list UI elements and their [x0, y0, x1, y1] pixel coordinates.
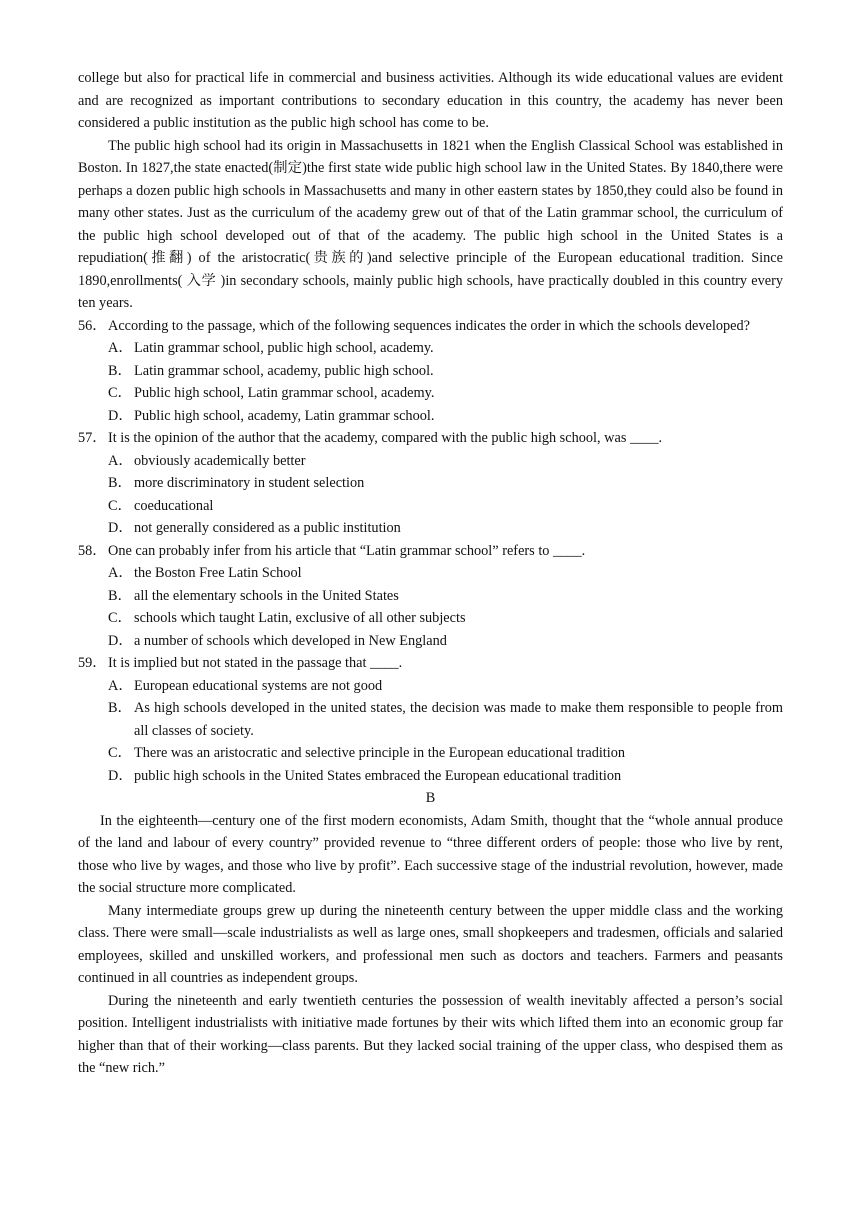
option-c: C． Public high school, Latin grammar school, academy. — [108, 385, 435, 401]
question-number: 59． — [78, 655, 107, 671]
question-stem: It is implied but not stated in the passage that ____. — [108, 655, 403, 671]
document-page — [78, 67, 783, 1080]
section-heading-b: B — [425, 790, 436, 806]
option-b: B． As high schools developed in the united states, the decision was made to make them responsible to people from all classes of society. — [108, 700, 783, 739]
question-stem: One can probably infer from his article that “Latin grammar school” refers to ____. — [108, 542, 586, 559]
question-56 — [78, 315, 783, 428]
passage-a-paragraph-2: The public high school had its origin in Massachusetts in 1821 when the English Classical School was established in Boston. In 1827,the state enacted(制定)the first state wide public high school law in the United States. By 1840,there were perhaps a dozen public high schools in Massachusetts and many in other eastern states by 1850,they could also be found in many other states. Just as the curriculum of the academy grew out of that of the Latin grammar school, the curriculum of the public high school developed out of that of the academy. The public high school in the United States is a repudiation(推翻) of the aristocratic(贵族的)and selective principle of the European educational tradition. Since 1890,enrollments( 入学 )in secondary schools, mainly public high schools, have practically doubled in this country every ten years. — [78, 137, 783, 311]
option-d: D． not generally considered as a public institution — [108, 520, 401, 536]
passage-a-paragraph-1: college but also for practical life in commercial and business activities. Although its wide educational values are evident and are recognized as important contributions to secondary education in this country, the academy has never been considered a public institution as the public high school has come to be. — [78, 70, 783, 131]
question-57 — [78, 427, 783, 540]
option-a: A． obviously academically better — [108, 452, 306, 469]
option-b: B． Latin grammar school, academy, public high school. — [108, 362, 434, 379]
question-number: 57． — [78, 430, 107, 446]
option-d: D． a number of schools which developed in New England — [108, 632, 447, 649]
option-d: D． Public high school, academy, Latin grammar school. — [108, 407, 435, 424]
option-a: A． Latin grammar school, public high school, academy. — [108, 340, 434, 356]
question-stem: According to the passage, which of the following sequences indicates the order in which the schools developed? — [108, 317, 750, 334]
option-c: C． coeducational — [108, 497, 214, 514]
option-a: A． the Boston Free Latin School — [108, 565, 302, 581]
option-d: D． public high schools in the United States embraced the European educational tradition — [108, 767, 622, 784]
option-c: C． schools which taught Latin, exclusive of all other subjects — [108, 610, 466, 626]
question-59 — [78, 652, 783, 787]
option-b: B． more discriminatory in student selection — [108, 475, 365, 491]
option-b: B． all the elementary schools in the United States — [108, 587, 399, 604]
question-58 — [78, 540, 783, 653]
question-number: 58． — [78, 542, 107, 559]
option-c: C． There was an aristocratic and selective principle in the European educational tradition — [108, 745, 626, 761]
question-number: 56． — [78, 317, 107, 334]
question-stem: It is the opinion of the author that the academy, compared with the public high school, was ____. — [108, 430, 663, 446]
passage-b-paragraph-1: In the eighteenth—century one of the first modern economists, Adam Smith, thought that the “whole annual produce of the land and labour of every country” provided revenue to “three different orders of people: those who live by rent, those who live by wages, and those who live by profit”. Each successive stage of the industrial revolution, however, made the social structure more complicated. — [78, 812, 783, 896]
option-a: A． European educational systems are not good — [108, 677, 383, 694]
passage-b-paragraph-2: Many intermediate groups grew up during the nineteenth century between the upper middle class and the working class. There were small—scale industrialists as well as large ones, small shopkeepers and tradesmen, officials and salaried employees, skilled and unskilled workers, and professional men such as doctors and teachers. Farmers and peasants continued in all countries as independent groups. — [78, 902, 783, 986]
passage-b-paragraph-3: During the nineteenth and early twentieth centuries the possession of wealth inevitably affected a person’s social position. Intelligent industrialists with initiative made fortunes by their wits which lifted them into an economic group far higher than that of their working—class parents. But they lacked social training of the upper class, who despised them as the “new rich.” — [78, 992, 783, 1076]
